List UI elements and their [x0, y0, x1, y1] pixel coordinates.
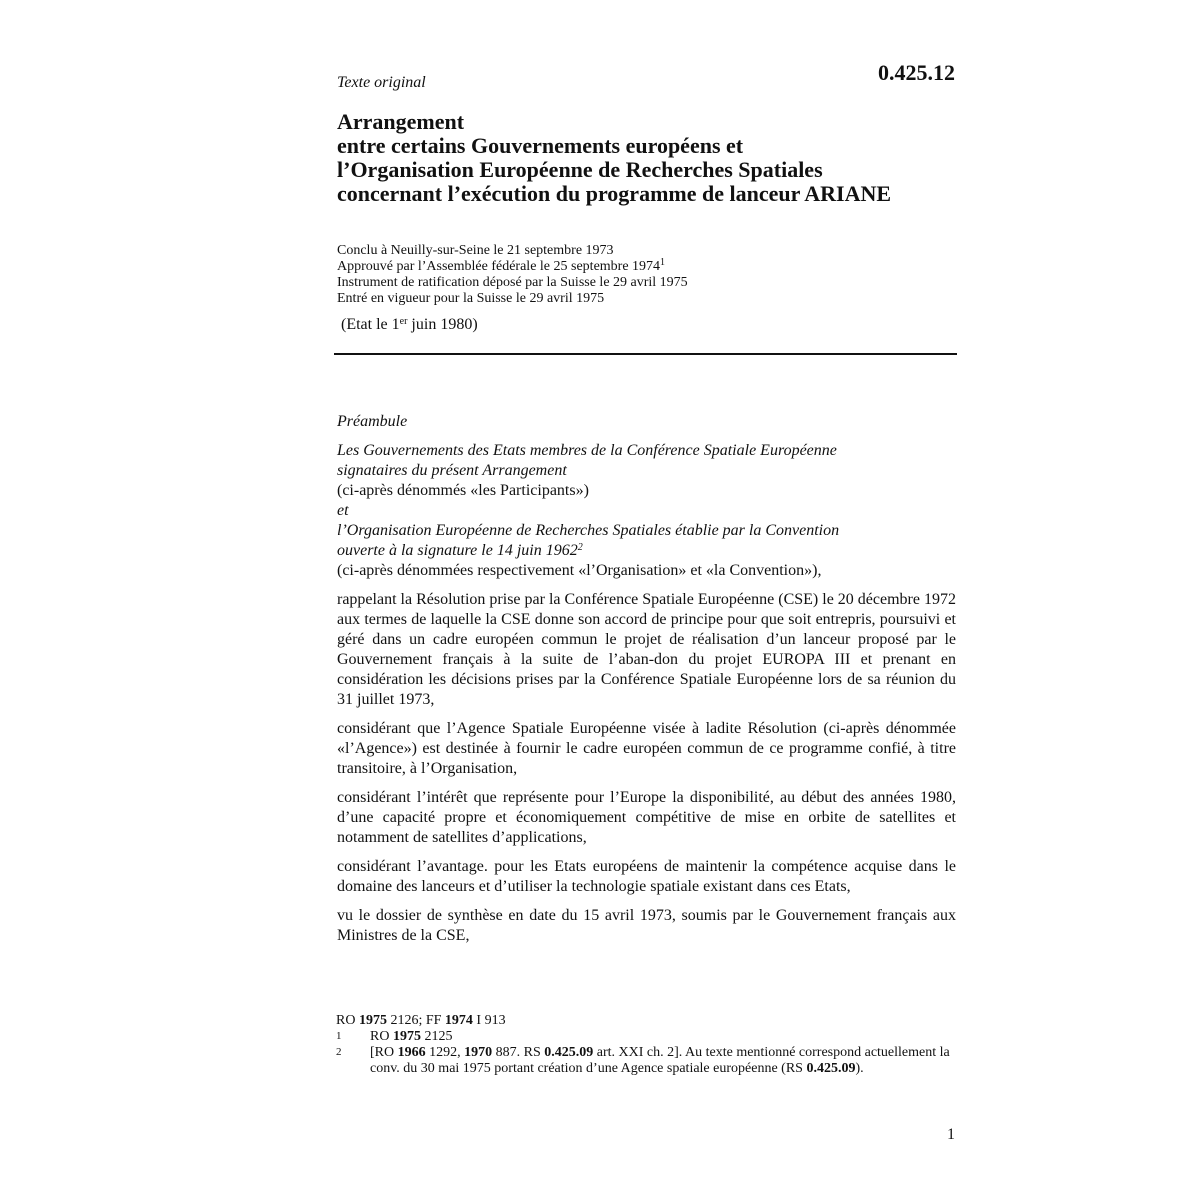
recital-paragraph: considérant que l’Agence Spatiale Européenne visée à ladite Résolution (ci-après dénommée «l’Agence») est destinée à fournir le cadre européen commun de ce programme confié, à titre transitoire, à l’Organisation,: [337, 720, 956, 777]
title-line: l’Organisation Européenne de Recherches Spatiales: [337, 157, 823, 182]
page-number: 1: [947, 1126, 955, 1143]
footnote-mark: 1: [336, 1030, 342, 1042]
recital-paragraph: vu le dossier de synthèse en date du 15 avril 1973, soumis par le Gouvernement français aux Ministres de la CSE,: [337, 907, 956, 944]
preamble-line: (ci-après dénommées respectivement «l’Organisation» et «la Convention»),: [337, 562, 822, 579]
preamble-line: signataires du présent Arrangement: [337, 462, 567, 479]
ratification-line: Instrument de ratification déposé par la Suisse le 29 avril 1975: [337, 275, 688, 290]
footnote-2: [336, 1045, 956, 1077]
rs-number: 0.425.12: [878, 60, 955, 85]
recital-paragraph: considérant l’intérêt que représente pour l’Europe la disponibilité, au début des années 1980, d’une capacité propre et économiquement compétitive de mise en orbite de satellites et notamment de satellites d’applications,: [337, 789, 956, 846]
preamble-heading: Préambule: [337, 413, 408, 430]
footnote-text: [RO 1966 1292, 1970 887. RS 0.425.09 art. XXI ch. 2]. Au texte mentionné correspond actuellement la conv. du 30 mai 1975 portant création d’une Agence spatiale européenne (RS 0.425.09).: [370, 1045, 950, 1076]
treaty-metadata: [337, 243, 957, 307]
preamble: [337, 412, 956, 946]
title-line: entre certains Gouvernements européens et: [337, 133, 744, 158]
status-date: (Etat le 1er juin 1980): [341, 316, 478, 333]
footnote-ref[interactable]: 2: [577, 542, 583, 553]
recital-paragraph: rappelant la Résolution prise par la Conférence Spatiale Européenne (CSE) le 20 décembre 1972 aux termes de laquelle la CSE donne son accord de principe pour que soit entrepris, poursuivi et géré dans un cadre européen commun le projet de réalisation d’un lanceur proposé par le Gouvernement français à la suite de l’aban-don du projet EUROPA III et prenant en considération les décisions prises par la Conférence Spatiale Européenne lors de sa réunion du 31 juillet 1973,: [337, 591, 956, 708]
document-title: [337, 110, 977, 206]
title-line: concernant l’exécution du programme de lanceur ARIANE: [337, 181, 892, 206]
approved-line: Approuvé par l’Assemblée fédérale le 25 septembre 1974$^1$: [337, 257, 666, 274]
preamble-line: ouverte à la signature le 14 juin 1962$^2$: [337, 542, 583, 559]
preamble-line: Les Gouvernements des Etats membres de la Conférence Spatiale Européenne: [337, 442, 837, 459]
footnote-ref[interactable]: 1: [660, 257, 666, 268]
in-force-line: Entré en vigueur pour la Suisse le 29 avril 1975: [337, 291, 605, 306]
recital-paragraph: considérant l’avantage. pour les Etats européens de maintenir la compétence acquise dans le domaine des lanceurs et d’utiliser la technologie spatiale existant dans ces Etats,: [337, 858, 956, 895]
original-text-label: Texte original: [337, 74, 426, 91]
preamble-line: (ci-après dénommés «les Participants»): [337, 482, 589, 499]
concluded-line: Conclu à Neuilly-sur-Seine le 21 septembre 1973: [337, 243, 614, 258]
footnotes: [336, 1013, 956, 1077]
source-reference: RO 1975 2126; FF 1974 I 913: [336, 1013, 506, 1028]
preamble-line: l’Organisation Européenne de Recherches Spatiales établie par la Convention: [337, 522, 840, 539]
title-line: Arrangement: [337, 109, 465, 134]
preamble-line: et: [337, 502, 349, 519]
footnote-1: [336, 1029, 956, 1045]
footnote-mark: 2: [336, 1046, 342, 1058]
footnote-text: RO 1975 2125: [370, 1029, 453, 1044]
header-divider: [334, 353, 957, 355]
